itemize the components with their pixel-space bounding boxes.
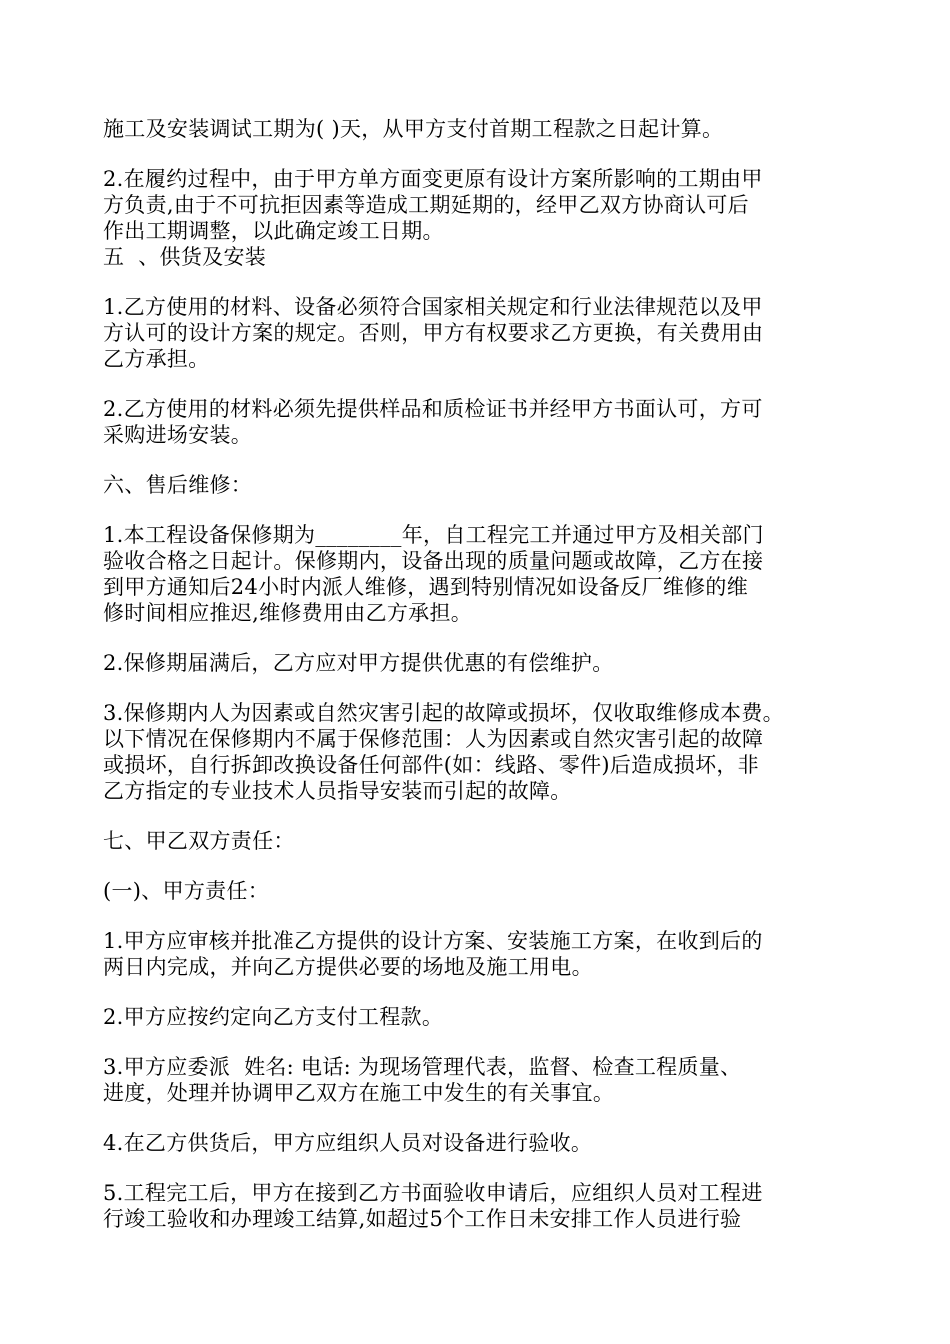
section-heading: 六、售后维修：: [103, 473, 253, 497]
subsection-heading: (一)、甲方责任：: [103, 879, 270, 903]
text-line: 3.甲方应委派 姓名: 电话: 为现场管理代表，监督、检查工程质量、: [103, 1055, 742, 1079]
text-line: 行竣工验收和办理竣工结算,如超过5个工作日未安排工作人员进行验: [103, 1207, 742, 1231]
text-line: 方负责,由于不可抗拒因素等造成工期延期的，经甲乙双方协商认可后: [103, 193, 749, 217]
text-line: 施工及安装调试工期为( )天，从甲方支付首期工程款之日起计算。: [103, 117, 724, 141]
section-heading: 七、甲乙双方责任：: [103, 829, 295, 853]
text-line: 修时间相应推迟,维修费用由乙方承担。: [103, 601, 473, 625]
paragraph: [103, 396, 863, 448]
paragraph: [103, 116, 863, 142]
text-line: 到甲方通知后24小时内派人维修，遇到特别情况如设备反厂维修的维: [103, 575, 749, 599]
document-page: [103, 116, 863, 1232]
paragraph: [103, 1004, 863, 1030]
text-line: 1.乙方使用的材料、设备必须符合国家相关规定和行业法律规范以及甲: [103, 295, 763, 319]
paragraph: [103, 522, 863, 626]
paragraph: [103, 1054, 863, 1106]
paragraph: [103, 472, 863, 498]
text-line: 2.在履约过程中，由于甲方单方面变更原有设计方案所影响的工期由甲: [103, 167, 763, 191]
paragraph: [103, 928, 863, 980]
text-line: 以下情况在保修期内不属于保修范围：人为因素或自然灾害引起的故障: [103, 727, 764, 751]
text-line: 1.本工程设备保修期为________年，自工程完工并通过甲方及相关部门: [103, 523, 764, 547]
text-line: 或损坏，自行拆卸改换设备任何部件(如：线路、零件)后造成损坏，非: [103, 753, 759, 777]
text-line: 采购进场安装。: [103, 423, 253, 447]
text-line: 乙方指定的专业技术人员指导安装而引起的故障。: [103, 779, 572, 803]
text-line: 进度，处理并协调甲乙双方在施工中发生的有关事宜。: [103, 1081, 615, 1105]
text-line: 1.甲方应审核并批准乙方提供的设计方案、安装施工方案，在收到后的: [103, 929, 763, 953]
text-line: 2.保修期届满后，乙方应对甲方提供优惠的有偿维护。: [103, 651, 614, 675]
paragraph: [103, 1130, 863, 1156]
text-line: 3.保修期内人为因素或自然灾害引起的故障或损坏，仅收取维修成本费。: [103, 701, 784, 725]
text-line: 4.在乙方供货后，甲方应组织人员对设备进行验收。: [103, 1131, 593, 1155]
text-line: 两日内完成，并向乙方提供必要的场地及施工用电。: [103, 955, 593, 979]
text-line: 5.工程完工后，甲方在接到乙方书面验收申请后，应组织人员对工程进: [103, 1181, 763, 1205]
text-line: 作出工期调整，以此确定竣工日期。: [103, 219, 444, 243]
text-line: 验收合格之日起计。保修期内，设备出现的质量问题或故障，乙方在接: [103, 549, 764, 573]
section-heading: 五 、供货及安装: [103, 245, 267, 269]
paragraph: [103, 166, 863, 270]
paragraph: [103, 1180, 863, 1232]
paragraph: [103, 700, 863, 804]
paragraph: [103, 878, 863, 904]
text-line: 2.甲方应按约定向乙方支付工程款。: [103, 1005, 444, 1029]
text-line: 2.乙方使用的材料必须先提供样品和质检证书并经甲方书面认可，方可: [103, 397, 763, 421]
paragraph: [103, 828, 863, 854]
text-line: 方认可的设计方案的规定。否则，甲方有权要求乙方更换，有关费用由: [103, 321, 764, 345]
text-line: 乙方承担。: [103, 347, 210, 371]
paragraph: [103, 294, 863, 372]
paragraph: [103, 650, 863, 676]
